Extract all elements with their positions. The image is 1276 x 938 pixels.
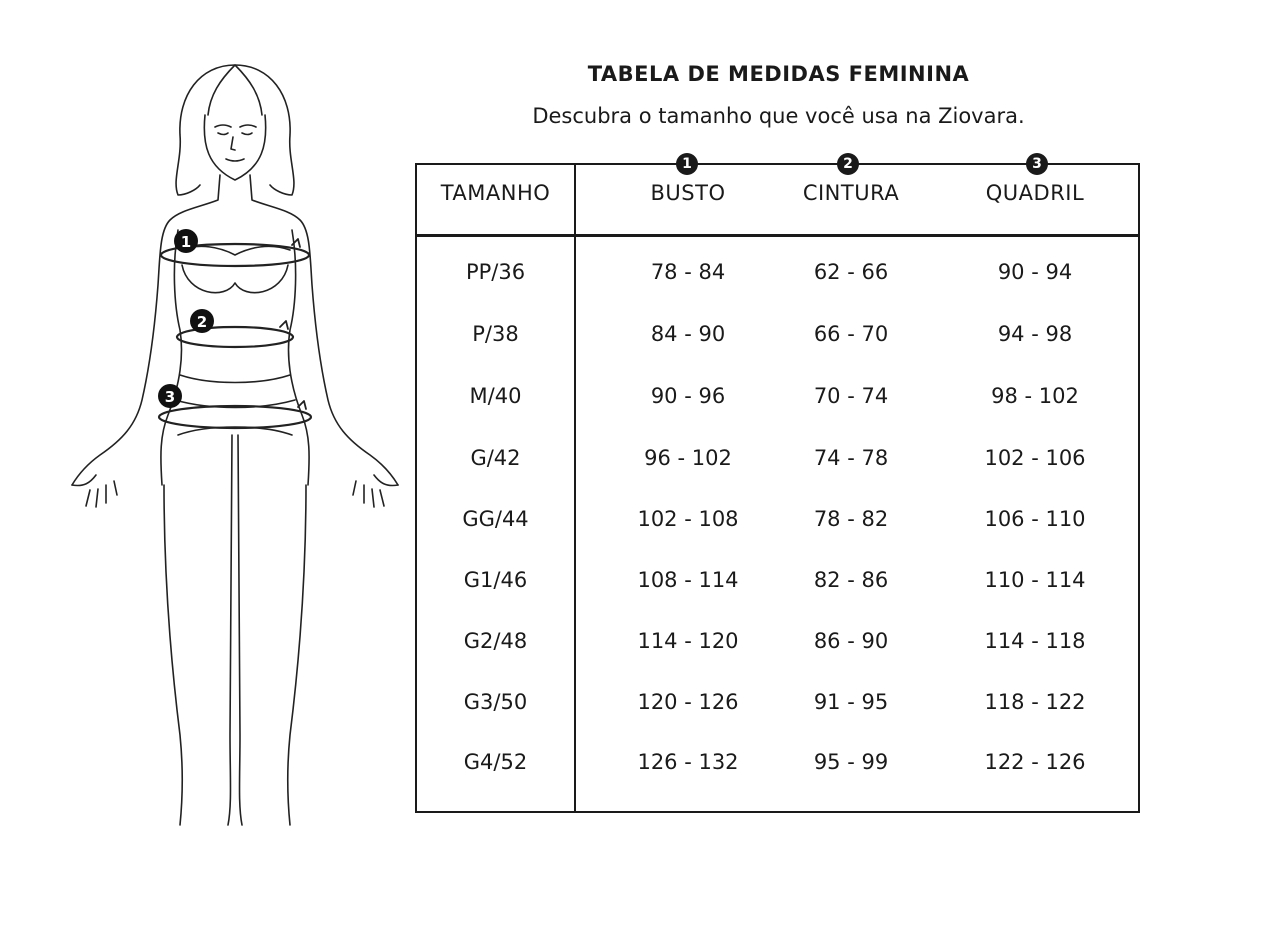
- table-row: [417, 629, 1138, 659]
- cell-quadril: 106 - 110: [984, 507, 1086, 531]
- cell-size: G2/48: [463, 629, 528, 653]
- size-table: [415, 156, 1140, 813]
- cell-busto: 78 - 84: [650, 260, 726, 284]
- cell-quadril: 98 - 102: [991, 384, 1079, 408]
- cell-cintura: 74 - 78: [813, 446, 889, 470]
- cell-quadril: 114 - 118: [984, 629, 1086, 653]
- table-row: [417, 690, 1138, 720]
- cell-busto: 102 - 108: [637, 507, 739, 531]
- cell-quadril: 102 - 106: [984, 446, 1086, 470]
- cell-busto: 114 - 120: [637, 629, 739, 653]
- header-cintura: CINTURA: [802, 181, 900, 205]
- header-badge-busto: 1: [676, 153, 698, 175]
- header-badge-quadril: 3: [1026, 153, 1048, 175]
- cell-busto: 120 - 126: [637, 690, 739, 714]
- cell-busto: 108 - 114: [637, 568, 739, 592]
- cell-size: PP/36: [465, 260, 526, 284]
- body-illustration: [60, 55, 400, 840]
- cell-busto: 84 - 90: [650, 322, 726, 346]
- cell-quadril: 122 - 126: [984, 750, 1086, 774]
- body-marker-1: [174, 229, 198, 253]
- cell-cintura: 78 - 82: [813, 507, 889, 531]
- cell-cintura: 91 - 95: [813, 690, 889, 714]
- table-row: [417, 750, 1138, 780]
- cell-cintura: 95 - 99: [813, 750, 889, 774]
- cell-cintura: 62 - 66: [813, 260, 889, 284]
- table-row: [417, 384, 1138, 414]
- cell-cintura: 70 - 74: [813, 384, 889, 408]
- cell-busto: 126 - 132: [637, 750, 739, 774]
- cell-busto: 90 - 96: [650, 384, 726, 408]
- body-marker-2: [190, 309, 214, 333]
- header-busto: BUSTO: [650, 181, 726, 205]
- page-subtitle: Descubra o tamanho que você usa na Ziovara.: [532, 104, 1025, 128]
- svg-text:3: 3: [164, 388, 176, 406]
- header-badge-cintura: 2: [837, 153, 859, 175]
- table-row: [417, 446, 1138, 476]
- cell-cintura: 66 - 70: [813, 322, 889, 346]
- cell-quadril: 94 - 98: [997, 322, 1073, 346]
- cell-size: P/38: [472, 322, 519, 346]
- table-row: [417, 507, 1138, 537]
- cell-size: G3/50: [463, 690, 528, 714]
- cell-size: M/40: [469, 384, 522, 408]
- female-body-outline-icon: [60, 55, 400, 840]
- table-header-divider: [417, 234, 1138, 237]
- table-row: [417, 568, 1138, 598]
- table-row: [417, 322, 1138, 352]
- cell-cintura: 82 - 86: [813, 568, 889, 592]
- cell-size: G4/52: [463, 750, 528, 774]
- header-quadril: QUADRIL: [985, 181, 1085, 205]
- cell-quadril: 110 - 114: [984, 568, 1086, 592]
- cell-cintura: 86 - 90: [813, 629, 889, 653]
- cell-size: G/42: [470, 446, 521, 470]
- page-title: TABELA DE MEDIDAS FEMININA: [587, 62, 970, 86]
- body-marker-3: [158, 384, 182, 408]
- cell-quadril: 118 - 122: [984, 690, 1086, 714]
- header-tamanho: TAMANHO: [440, 181, 551, 205]
- cell-size: G1/46: [463, 568, 528, 592]
- svg-text:1: 1: [180, 233, 192, 251]
- table-row: [417, 260, 1138, 290]
- cell-quadril: 90 - 94: [997, 260, 1073, 284]
- cell-busto: 96 - 102: [644, 446, 732, 470]
- cell-size: GG/44: [462, 507, 529, 531]
- svg-text:2: 2: [196, 313, 208, 331]
